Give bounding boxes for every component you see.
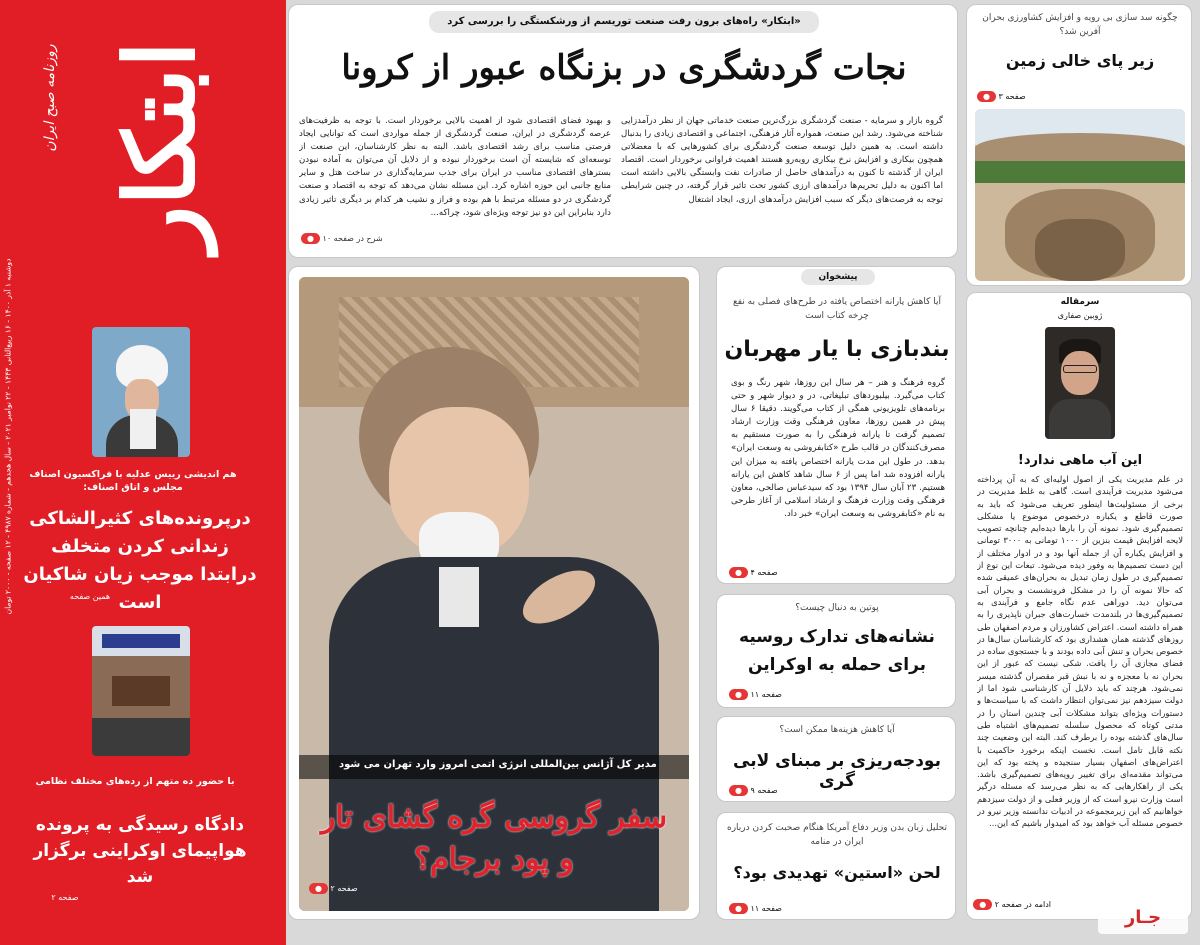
story-budget-headline[interactable]: بودجه‌ریزی بر مبنای لابی گری [733, 751, 941, 791]
editorial-headline[interactable]: این آب ماهی ندارد! [1017, 453, 1143, 468]
story-books-headline[interactable]: بندبازی با یار مهربان [724, 337, 950, 362]
masthead-date-line: دوشنبه ۱ آذر ۱۴۰۰ - ۱۶ ربیع‌الثانی ۱۴۴۳ - ۲۲ نوامبر ۲۰۲۱ - سال هجدهم - شماره ۴۹۸۷ - ۱۲ صفحه - ۲۰۰۰ تومان [3, 258, 13, 615]
lead-story-kicker: «ابتکار» راه‌های برون رفت صنعت توریسم از ورشکستگی را بررسی کرد [429, 11, 819, 33]
masthead-subtitle: روزنامه صبح ایران [42, 44, 58, 152]
lead-story-headline[interactable]: نجات گردشگری در بزنگاه عبور از کرونا [341, 48, 907, 88]
lead-story-col-right: گروه بازار و سرمایه - صنعت گردشگری بزرگ‌ترین صنعت خدماتی جهان از نظر درآمدزایی شناخته می‌شود. رشد این صنعت، همواره آثار فرهنگی، اجتماعی و اقتصادی زیادی را بدنبال داشته است. به همین دلیل توسعه صنعت گردشگری برای کشورهایی که با معضلاتی همچون بیکاری و افزایش نرخ بیکاری روبه‌رو هستند اهمیت فراوانی برخوردار است. اقتصاد ایران از گذشته تا کنون به درآمدهای حاصل از صادرات نفت وابستگی بالایی داشته است اما اکنون به دلیل تحریم‌ها درآمدهای ارزی کشور تحت تاثیر قرار گرفته، در چنین شرایطی توجه به فرصت‌های دیگر که سبب افزایش درآمدهای ارزی، ایجاد اشتغال [621, 116, 943, 205]
pishkhan-card-3 [716, 716, 956, 802]
court-session-photo [92, 626, 190, 756]
story-budget-kicker: آیا کاهش هزینه‌ها ممکن است؟ [779, 725, 895, 735]
editorial-label: سرمقاله [1060, 297, 1100, 307]
editorial-author: ژوبین صفاری [1057, 311, 1103, 320]
editorial-page-link[interactable] [973, 899, 1051, 910]
masthead-title-text: ابتکار [103, 41, 217, 252]
masthead-title [20, 10, 292, 310]
pishkhan-label: پیشخوان [801, 269, 875, 285]
story-books-kicker: آیا کاهش یارانه اختصاص یافته در طرح‌های فصلی به نفع چرخه کتاب است [732, 297, 942, 321]
left-story1-headline[interactable]: درپرونده‌های کثیرالشاکی زندانی کردن متخلف درابتدا موجب زیان شاکیان است [23, 508, 257, 613]
story-russia-page-link[interactable] [729, 689, 782, 700]
page-badge-icon: ● [729, 903, 748, 914]
page-badge-icon: ● [301, 233, 320, 244]
story-books-body: گروه فرهنگ و هنر – هر سال این روزها، شهر رنگ و بوی کتاب می‌گیرد. بیلبوردهای تبلیغاتی، در و دیوار شهر و حتی برنامه‌های تلویزیونی همگی از کتاب می‌گویند. دقیقا ۶ سال پیش در همین روزها، معاون فرهنگی وقت وزارت ارشاد تصمیم گرفت تا یارانه فرهنگی را به صورت مستقیم به مصرف‌کنندگان در قالب طرح «کتابفروشی به وسعت ایران» بدهد. در طول این مدت یارانه اختصاص یافته به میزان این یارانه افزوده شد اما پس از ۶ سال شاهد کاهش این یارانه هستیم. ۲۳ آبان سال ۱۳۹۴ بود که سیدعباس صالحی، معاون فرهنگی وقت وزارت فرهنگ و ارشاد اسلامی از آغاز طرحی به نام «کتابفروشی به وسعت ایران» خبر داد. [731, 378, 945, 519]
lead-story-col-left: و بهبود فضای اقتصادی شود از اهمیت بالایی برخوردار است. با توجه به ظرفیت‌های عرصه گردشگری در ایران، صنعت گردشگری از جمله مواردی است که توانایی ایجاد فرصتی مناسب برای رشد اقتصادی باشد. البته به نظر کارشناسان، این صنعت از توسعه‌ای که شایسته آن است برخوردار نبوده و از دلایل آن می‌توان به آماده نبودن بسترهای اقتصادی مناسب در ایران برای جذب سرمایه‌گذاری در ساخت هتل و سایر منابع جانبی این حوزه اشاره کرد. این مسئله نشان می‌دهد که توجه به اقتصاد و صنعت گردشگری در دو مسئله مرتبط با هم بوده و فراز و نشیب هر کدام بر دیگری تاثیر زیادی دارد بنابراین این دو نیز توجه ویژه‌ای شود، چراکه... [299, 116, 611, 218]
pishkhan-card-1 [716, 266, 956, 584]
story-austin-headline[interactable]: لحن «استین» تهدیدی بود؟ [733, 863, 941, 882]
page-badge-icon: ● [729, 785, 748, 796]
page-badge-icon: ● [729, 567, 748, 578]
lead-story-card [288, 4, 958, 258]
pishkhan-card-4 [716, 812, 956, 920]
page-badge-icon: ● [309, 883, 328, 894]
left-story2-caption: با حضور ده متهم از رده‌های مختلف نظامی [35, 776, 235, 787]
pishkhan-card-2 [716, 594, 956, 708]
page-badge-icon: ● [729, 689, 748, 700]
story-books-page-text: صفحه ۴ [750, 568, 778, 577]
sinkhole-photo[interactable] [975, 109, 1185, 281]
land-story-page-text: صفحه ۳ [998, 92, 1026, 101]
main-photo-card [288, 266, 700, 920]
editorial-body: در علم مدیریت یکی از اصول اولیه‌ای که به آن پرداخته می‌شود مدیریت فرآیندی است. گاهی به غلط مدیریت در برخی از مسئولیت‌ها اینطور تعریف می‌شود که باید به صورت قاطع و یکباره درخصوص موضوع یا مشکلی تصمیم‌گیری شود. نمونه آن را بارها دیده‌ایم چنانچه تصویب لایحه افزایش قیمت بنزین از ۱۰۰۰ تومانی به ۳۰۰۰ تومانی و افزایش یکباره آن از جمله آنها بود و در ادوار مختلف از این دست تصمیم‌ها به وفور دیده می‌شود. تبعات این نوع از تصمیم‌گیری در طول زمان تبدیل به بحران‌های عمیقی شده که حالا نمونه آن را در مشکل فرونشست و بحران آبی می‌توان دید. دوراهی عدم نگاه جامع و فرآیندی به تصمیم‌گیری‌ها در بلندمدت خسارت‌های جبران ناپذیری را به همراه داشته است. اعتراض کشاورزان و مردم اصفهان طی روزهای گذشته همان هشداری بود که کارشناسان سال‌ها در خصوص بحران و تنش آبی داده بودند و با جستجوی ساده در فضای مجازی آن را یافت. شکی نیست که عبور از این بحران نه با معجزه و نه با نبش قبر مقصران گذشته میسر نمی‌شود. هرچند که باید دلایل آن کارشناسی شود اما از دولت سیزدهم نیز نمی‌توان انتظار داشت که با سیاست‌ها و دستورات ویژه‌ای بتواند مشکلات آبی چندین استان را در مدتی کوتاه که محصول سلسله تصمیم‌های اشتباه طی سال‌های گذشته بوده را برطرف کند. البته این وضعیت چند نکته قابل تامل است. نخست اینکه برخورد حاکمیت با اعتراض‌های اصفهان بسیار سنجیده و پخته بود که این می‌تواند مقدمه‌ای برای تغییر رویه‌های تصمیم‌گیری باشد. یکی از راهکارهایی که به نظر می‌رسد که مسئله درگیر است وزارت نیرو است که از وزیر فعلی و از دولت سیزدهم خواهانیم که این زیرمجموعه در ادبیات ندانسته وزیر نیرو در خصوص مسئله آب خواهد بود که امیدوار باشیم که این... [977, 474, 1183, 829]
main-photo-page-text: صفحه ۲ [330, 884, 358, 893]
land-story-kicker: چگونه سد سازی بی رویه و افزایش کشاورزی بحران آفرین شد؟ [982, 13, 1178, 37]
left-story1-caption: هم اندیشی رییس عدلیه با فراکسیون اصناف مجلس و اتاق اصناف: [29, 469, 237, 493]
story-budget-page-text: صفحه ۹ [750, 786, 778, 795]
story-russia-page-text: صفحه ۱۱ [750, 690, 782, 699]
story-russia-kicker: پوتین به دنبال چیست؟ [795, 603, 879, 613]
editorial-card [966, 292, 1192, 920]
story-austin-kicker: تحلیل زبان بدن وزیر دفاع آمریکا هنگام صحبت کردن درباره ایران در منامه [727, 823, 947, 847]
left-story2-headline[interactable]: دادگاه رسیدگی به پرونده هواپیمای اوکراینی برگزار شد [33, 815, 247, 887]
story-austin-page-link[interactable] [729, 903, 782, 914]
lead-story-page-text: شرح در صفحه ۱۰ [322, 234, 383, 243]
land-story-headline[interactable]: زیر پای خالی زمین [1005, 51, 1155, 70]
land-story-page-link[interactable] [977, 91, 1026, 102]
editorial-page-text: ادامه در صفحه ۲ [994, 900, 1051, 909]
left-story1-page[interactable]: همین صفحه [69, 592, 111, 601]
main-photo-page-link[interactable] [309, 883, 358, 894]
lead-story-page-link[interactable] [301, 233, 383, 244]
story-russia-headline[interactable]: نشانه‌های تدارک روسیه برای حمله به اوکراین [739, 627, 935, 675]
grossi-photo[interactable] [299, 277, 689, 911]
main-photo-kicker: مدیر کل آژانس بین‌المللی انرژی اتمی امروز وارد تهران می شود [339, 759, 657, 770]
story-austin-page-text: صفحه ۱۱ [750, 904, 782, 913]
story-books-page-link[interactable] [729, 567, 778, 578]
page-badge-icon: ● [973, 899, 992, 910]
judiciary-chief-photo [92, 327, 190, 457]
land-story-card [966, 4, 1192, 286]
page-badge-icon: ● [977, 91, 996, 102]
author-avatar [1045, 327, 1115, 439]
main-photo-headline[interactable]: سفر گروسی گره گشای تار و پود برجام؟ [320, 800, 668, 877]
left-story2-page[interactable]: صفحه ۲ [51, 893, 79, 902]
story-budget-page-link[interactable] [729, 785, 778, 796]
jaar-watermark-logo: جـار [1098, 902, 1188, 934]
